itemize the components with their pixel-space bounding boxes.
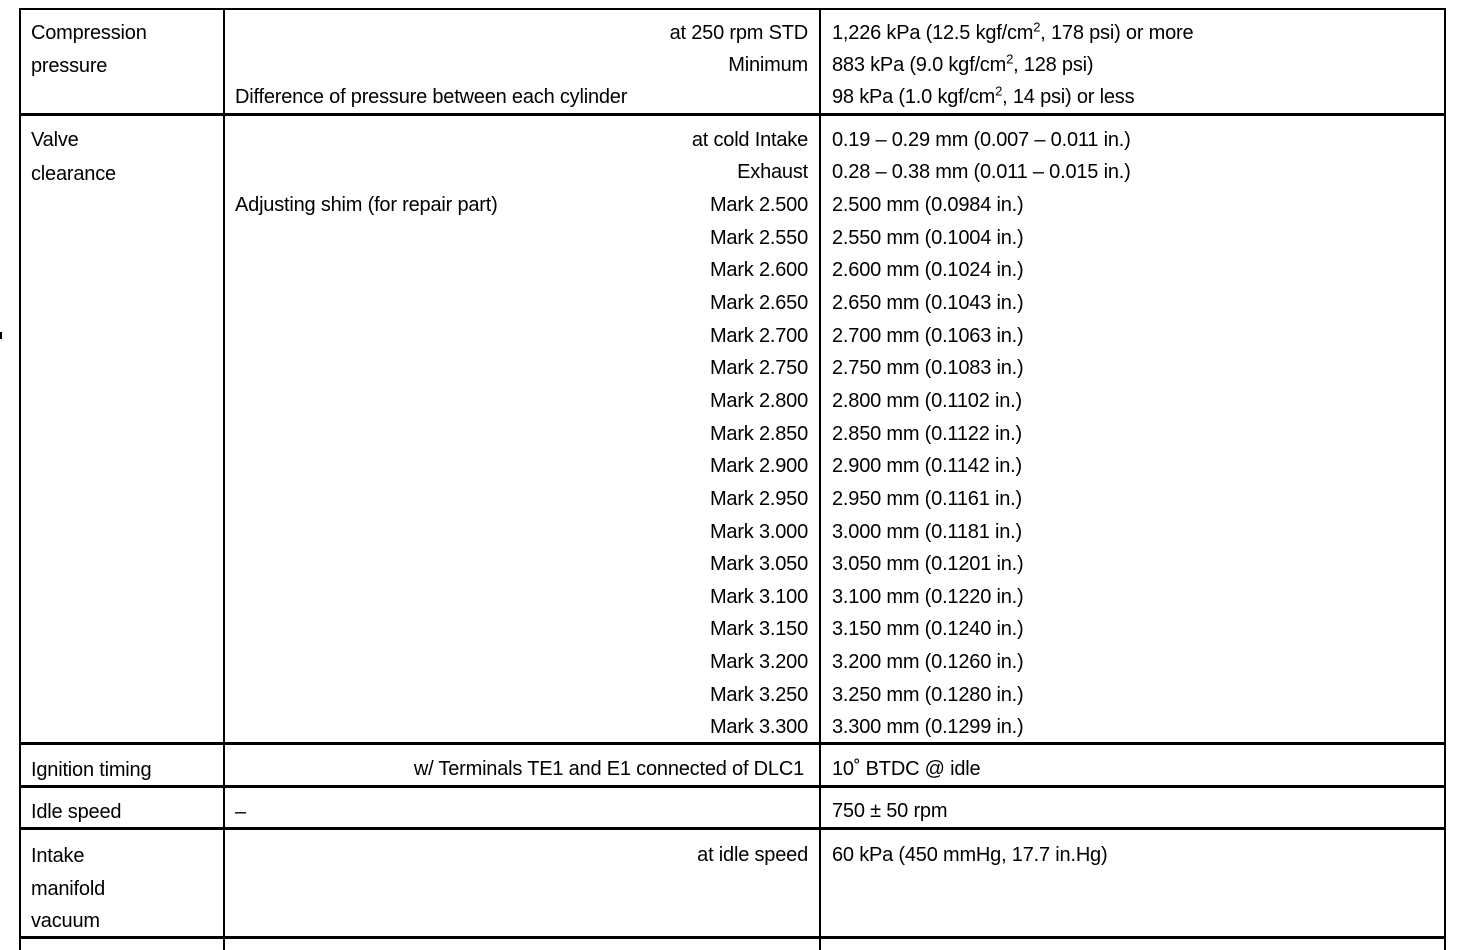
shim-mark: Mark 2.650: [709, 292, 808, 314]
column-divider-1: [223, 8, 225, 950]
shim-mark: Mark 3.000: [709, 521, 808, 543]
shim-mark: Mark 2.950: [709, 488, 808, 510]
shim-value: 3.150 mm (0.1240 in.): [832, 618, 1024, 640]
shim-mark: Mark 3.250: [709, 684, 808, 706]
shim-value: 3.000 mm (0.1181 in.): [832, 521, 1022, 543]
compression-cond-min: Minimum: [728, 54, 808, 76]
idle-value: 750 ± 50 rpm: [832, 800, 948, 822]
shim-value: 2.700 mm (0.1063 in.): [832, 325, 1024, 347]
margin-tick: [0, 332, 2, 339]
valve-value-exhaust: 0.28 – 0.38 mm (0.011 – 0.015 in.): [832, 161, 1131, 183]
table-border-right: [1444, 8, 1446, 950]
row-divider-idle: [19, 827, 1446, 830]
shim-value: 2.800 mm (0.1102 in.): [832, 390, 1022, 412]
compression-item-line2: pressure: [31, 55, 108, 77]
shim-value: 2.550 mm (0.1004 in.): [832, 227, 1024, 249]
shim-value: 2.600 mm (0.1024 in.): [832, 259, 1024, 281]
shim-mark: Mark 3.200: [709, 651, 808, 673]
valve-cond-exhaust: Exhaust: [737, 161, 808, 183]
valve-item-line1: Valve: [31, 129, 79, 151]
shim-mark: Mark 3.050: [709, 553, 808, 575]
valve-shim-label: Adjusting shim (for repair part): [235, 194, 498, 216]
shim-value: 2.750 mm (0.1083 in.): [832, 357, 1024, 379]
ignition-item: Ignition timing: [31, 759, 152, 781]
shim-mark: Mark 2.800: [709, 390, 808, 412]
valve-cond-intake: at cold Intake: [691, 129, 808, 151]
shim-mark: Mark 2.500: [709, 194, 808, 216]
shim-value: 2.650 mm (0.1043 in.): [832, 292, 1024, 314]
shim-mark: Mark 2.850: [709, 423, 808, 445]
shim-mark: Mark 3.150: [709, 618, 808, 640]
valve-value-intake: 0.19 – 0.29 mm (0.007 – 0.011 in.): [832, 129, 1131, 151]
row-divider-intake: [19, 936, 1446, 939]
shim-value: 2.900 mm (0.1142 in.): [832, 455, 1022, 477]
shim-value: 2.500 mm (0.0984 in.): [832, 194, 1024, 216]
intake-item-line1: Intake: [31, 845, 85, 867]
shim-value: 3.100 mm (0.1220 in.): [832, 586, 1024, 608]
compression-value-min: 883 kPa (9.0 kgf/$cm^2$, 128 psi): [832, 51, 1094, 76]
compression-value-diff: 98 kPa (1.0 kgf/$cm^2$, 14 psi) or less: [832, 83, 1135, 108]
shim-mark: Mark 2.900: [709, 455, 808, 477]
idle-cond: –: [235, 801, 246, 823]
valve-item-line2: clearance: [31, 163, 116, 185]
intake-item-line3: vacuum: [31, 910, 100, 932]
compression-item-line1: Compression: [31, 22, 147, 44]
ignition-cond: w/ Terminals TE1 and E1 connected of DLC1: [413, 758, 804, 780]
idle-item: Idle speed: [31, 801, 122, 823]
table-border-top: [19, 8, 1446, 10]
shim-value: 2.850 mm (0.1122 in.): [832, 423, 1022, 445]
row-divider-ignition: [19, 785, 1446, 788]
shim-value: 3.250 mm (0.1280 in.): [832, 684, 1024, 706]
shim-mark: Mark 3.300: [709, 716, 808, 738]
row-divider-compression: [19, 113, 1446, 116]
shim-mark: Mark 3.100: [709, 586, 808, 608]
ignition-value: 10˚ BTDC @ idle: [832, 758, 981, 780]
shim-value: 2.950 mm (0.1161 in.): [832, 488, 1022, 510]
shim-mark: Mark 2.600: [709, 259, 808, 281]
shim-mark: Mark 2.700: [709, 325, 808, 347]
column-divider-2: [819, 8, 821, 950]
intake-value: 60 kPa (450 mmHg, 17.7 in.Hg): [832, 844, 1108, 866]
row-divider-valve: [19, 742, 1446, 745]
compression-value-std: 1,226 kPa (12.5 kgf/$cm^2$, 178 psi) or more: [832, 19, 1194, 44]
shim-value: 3.050 mm (0.1201 in.): [832, 553, 1024, 575]
intake-item-line2: manifold: [31, 878, 105, 900]
shim-mark: Mark 2.550: [709, 227, 808, 249]
intake-cond: at idle speed: [697, 844, 808, 866]
shim-value: 3.200 mm (0.1260 in.): [832, 651, 1024, 673]
shim-value: 3.300 mm (0.1299 in.): [832, 716, 1024, 738]
shim-mark: Mark 2.750: [709, 357, 808, 379]
compression-cond-std: at 250 rpm STD: [669, 22, 808, 44]
compression-cond-diff: Difference of pressure between each cylinder: [235, 86, 628, 108]
table-border-left: [19, 8, 21, 950]
